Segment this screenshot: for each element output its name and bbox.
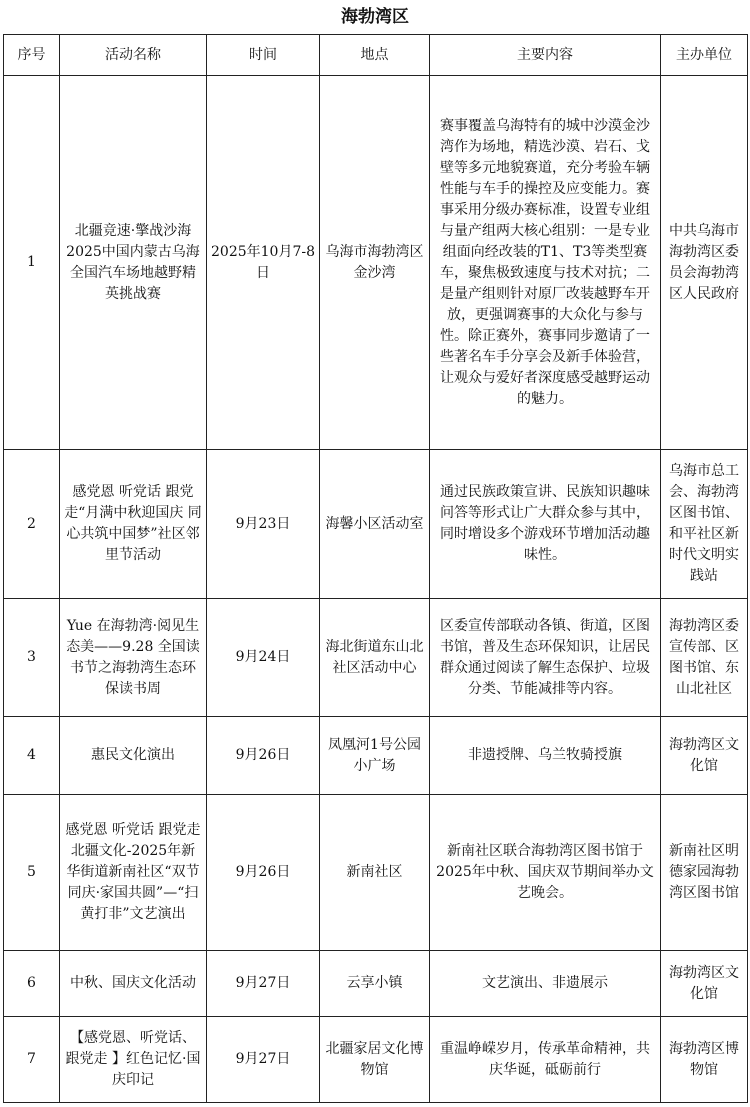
header-main-content: 主要内容 xyxy=(430,35,661,76)
cell-index: 5 xyxy=(4,795,60,951)
header-location: 地点 xyxy=(320,35,430,76)
cell-main-content: 赛事覆盖乌海特有的城中沙漠金沙湾作为场地，精选沙漠、岩石、戈壁等多元地貌赛道，充分考验车辆性能与车手的操控及应变能力。赛事采用分级办赛标准，设置专业组与量产组两大核心组别：一是专业组面向经改装的T1、T3等类型赛车，聚焦极致速度与技术对抗；二是量产组则针对原厂改装越野车开放，更强调赛事的大众化与参与性。除正赛外，赛事同步邀请了一些著名车手分享会及新手体验营，让观众与爱好者深度感受越野运动的魅力。 xyxy=(430,76,661,450)
cell-activity-name: 【感党恩、听党话、跟党走 】红色记忆·国庆印记 xyxy=(60,1017,207,1103)
cell-time: 9月26日 xyxy=(207,717,320,795)
cell-location: 海北街道东山北社区活动中心 xyxy=(320,599,430,717)
table-row xyxy=(4,450,748,599)
page-title: 海勃湾区 xyxy=(341,7,409,27)
cell-location: 北疆家居文化博物馆 xyxy=(320,1017,430,1103)
cell-activity-name: 惠民文化演出 xyxy=(60,717,207,795)
cell-index: 7 xyxy=(4,1017,60,1103)
cell-time: 9月24日 xyxy=(207,599,320,717)
cell-organizer: 海勃湾区文化馆 xyxy=(661,717,748,795)
cell-index: 4 xyxy=(4,717,60,795)
cell-location: 乌海市海勃湾区金沙湾 xyxy=(320,76,430,450)
cell-organizer: 新南社区明德家园海勃湾区图书馆 xyxy=(661,795,748,951)
cell-activity-name: 中秋、国庆文化活动 xyxy=(60,951,207,1017)
cell-activity-name: 北疆竞速·擎战沙海2025中国内蒙古乌海全国汽车场地越野精英挑战赛 xyxy=(60,76,207,450)
header-index: 序号 xyxy=(4,35,60,76)
cell-main-content: 文艺演出、非遗展示 xyxy=(430,951,661,1017)
cell-location: 云享小镇 xyxy=(320,951,430,1017)
cell-organizer: 中共乌海市海勃湾区委员会海勃湾区人民政府 xyxy=(661,76,748,450)
cell-time: 9月26日 xyxy=(207,795,320,951)
cell-organizer: 海勃湾区博物馆 xyxy=(661,1017,748,1103)
cell-location: 凤凰河1号公园小广场 xyxy=(320,717,430,795)
cell-index: 2 xyxy=(4,450,60,599)
header-activity-name: 活动名称 xyxy=(60,35,207,76)
table-row xyxy=(4,1017,748,1103)
cell-location: 新南社区 xyxy=(320,795,430,951)
table-row xyxy=(4,951,748,1017)
cell-location: 海馨小区活动室 xyxy=(320,450,430,599)
table-row xyxy=(4,717,748,795)
table-row xyxy=(4,599,748,717)
cell-time: 9月27日 xyxy=(207,1017,320,1103)
table-row xyxy=(4,795,748,951)
cell-organizer: 海勃湾区委宣传部、区图书馆、东山北社区 xyxy=(661,599,748,717)
cell-main-content: 区委宣传部联动各镇、街道，区图书馆，普及生态环保知识，让居民群众通过阅读了解生态保护、垃圾分类、节能减排等内容。 xyxy=(430,599,661,717)
cell-main-content: 重温峥嵘岁月，传承革命精神，共庆华诞，砥砺前行 xyxy=(430,1017,661,1103)
cell-index: 6 xyxy=(4,951,60,1017)
cell-index: 1 xyxy=(4,76,60,450)
cell-time: 9月23日 xyxy=(207,450,320,599)
cell-time: 2025年10月7-8日 xyxy=(207,76,320,450)
cell-main-content: 通过民族政策宣讲、民族知识趣味问答等形式让广大群众参与其中，同时增设多个游戏环节增加活动趣味性。 xyxy=(430,450,661,599)
cell-main-content: 非遗授牌、乌兰牧骑授旗 xyxy=(430,717,661,795)
cell-time: 9月27日 xyxy=(207,951,320,1017)
table-row xyxy=(4,76,748,450)
cell-organizer: 海勃湾区文化馆 xyxy=(661,951,748,1017)
cell-activity-name: Yue 在海勃湾·阅见生态美——9.28 全国读书节之海勃湾生态环保读书周 xyxy=(60,599,207,717)
cell-organizer: 乌海市总工会、海勃湾区图书馆、和平社区新时代文明实践站 xyxy=(661,450,748,599)
cell-index: 3 xyxy=(4,599,60,717)
header-time: 时间 xyxy=(207,35,320,76)
cell-activity-name: 感党恩 听党话 跟党走“月满中秋迎国庆 同心共筑中国梦”社区邻里节活动 xyxy=(60,450,207,599)
table-header-row xyxy=(4,35,748,76)
events-table xyxy=(3,34,748,1103)
cell-activity-name: 感党恩 听党话 跟党走北疆文化-2025年新华街道新南社区“双节同庆·家国共圆”—“扫黄打非”文艺演出 xyxy=(60,795,207,951)
header-organizer: 主办单位 xyxy=(661,35,748,76)
cell-main-content: 新南社区联合海勃湾区图书馆于2025年中秋、国庆双节期间举办文艺晚会。 xyxy=(430,795,661,951)
